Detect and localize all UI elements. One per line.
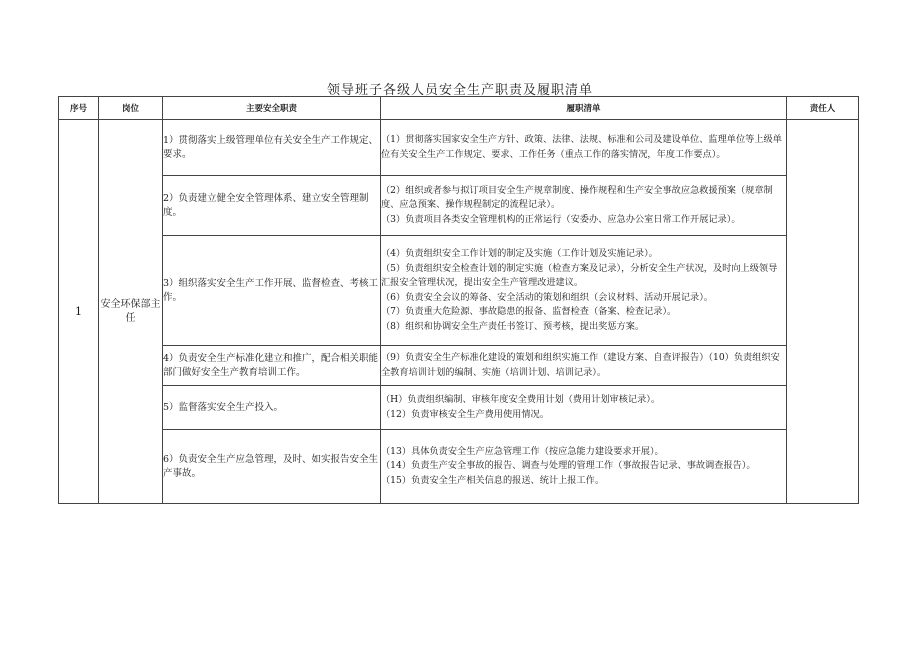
checklist-item: （6）负责安全会议的筹备、安全活动的策划和组织（会议材料、活动开展记录）。 [381,291,713,303]
checklist-item: （8）组织和协调安全生产责任书签订、预考核，提出奖惩方案。 [381,320,645,332]
checklist-item: （1）贯彻落实国家安全生产方针、政策、法律、法规、标准和公司及建设单位、监理单位等上级单位有关安全生产工作规定、要求、工作任务（重点工作的落实情况，年度工作要点）。 [381,134,782,160]
table-row [59,120,859,176]
checklist-cell [381,430,787,504]
duty-cell: 1）贯彻落实上级管理单位有关安全生产工作规定、要求。 [163,120,381,176]
header-position: 岗位 [99,97,163,120]
table-row [59,430,859,504]
checklist-item: （3）负责项目各类安全管理机构的正常运行（安委办、应急办公室日常工作开展记录）。 [381,213,741,225]
header-responsible: 责任人 [787,97,859,120]
duty-cell: 3）组织落实安全生产工作开展、监督检查、考核工作。 [163,236,381,346]
header-row [59,97,859,120]
checklist-cell [381,386,787,430]
duty-cell: 2）负责建立健全安全管理体系、建立安全管理制度。 [163,176,381,236]
checklist-item: （H）负责组织编制、审核年度安全费用计划（费用计划审核记录）。 [381,394,661,405]
checklist-item: （7）负责重大危险源、事故隐患的报备、监督检查（备案、检查记录）。 [381,306,677,317]
header-duties: 主要安全职责 [163,97,381,120]
duty-cell: 6）负责安全生产应急管理，及时、如实报告安全生产事故。 [163,430,381,504]
duty-table [58,96,859,504]
header-checklist: 履职清单 [381,97,787,120]
checklist-cell [381,120,787,176]
checklist-item: （5）负责组织安全检查计划的制定实施（检查方案及记录），分析安全生产状况，及时向上级领导汇报安全管理状况，提出安全生产管理改进建议。 [381,262,778,288]
checklist-item: （9）负责安全生产标准化建设的策划和组织实施工作（建设方案、自查评报告）（10）负责组织安全教育培训计划的编制、实施（培训计划、培训记录）。 [381,352,780,378]
responsible-cell [787,120,859,504]
table-row [59,386,859,430]
duty-cell: 4）负责安全生产标准化建立和推广，配合相关职能部门做好安全生产教育培训工作。 [163,346,381,386]
checklist-item: （15）负责安全生产相关信息的报送、统计上报工作。 [381,474,605,486]
checklist-cell [381,236,787,346]
checklist-item: （13）具体负责安全生产应急管理工作（按应急能力建设要求开展）。 [381,445,664,457]
table-row [59,176,859,236]
position-cell: 安全环保部主任 [99,120,163,504]
header-seq: 序号 [59,97,99,120]
table-row [59,346,859,386]
seq-cell: 1 [59,120,99,504]
checklist-item: （2）组织或者参与拟订项目安全生产规章制度、操作规程和生产安全事故应急救援预案（规章制度、应急预案、操作规程制定的流程记录）。 [381,184,773,211]
checklist-cell [381,176,787,236]
checklist-item: （4）负责组织安全工作计划的制定及实施（工作计划及实施记录）。 [381,248,658,259]
table-row [59,236,859,346]
checklist-item: （12）负责审核安全生产费用使用情况。 [381,408,549,420]
checklist-cell [381,346,787,386]
duty-cell: 5）监督落实安全生产投入。 [163,386,381,430]
checklist-item: （14）负责生产安全事故的报告、调查与处理的管理工作（事故报告记录、事故调查报告）。 [381,460,756,472]
document-title: 领导班子各级人员安全生产职责及履职清单 [326,83,593,98]
